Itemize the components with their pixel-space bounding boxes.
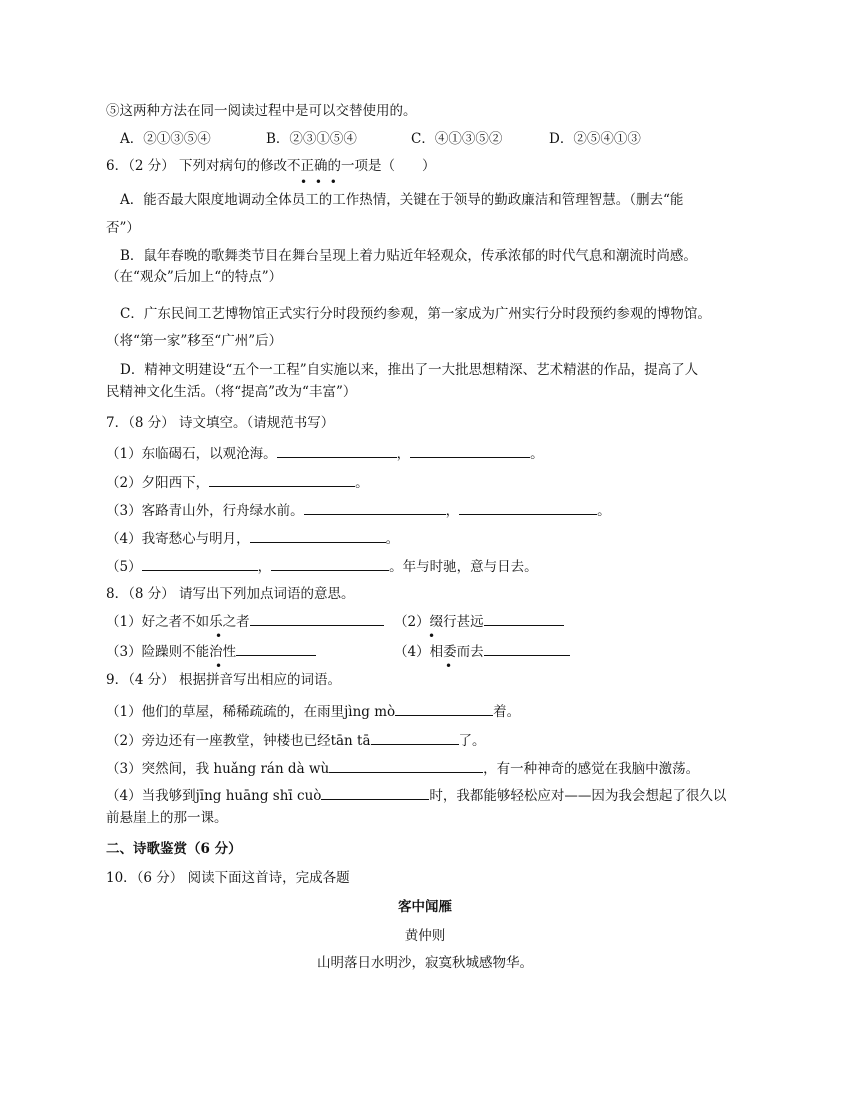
answer-blank[interactable] xyxy=(321,785,429,800)
answer-blank[interactable] xyxy=(271,556,389,571)
answer-blank[interactable] xyxy=(371,730,459,745)
answer-blank[interactable] xyxy=(209,472,355,487)
q9-line-2 xyxy=(106,730,486,750)
q7-stem: 7．（8 分） 诗文填空。（请规范书写） xyxy=(106,415,335,431)
q10-stem: 10．（6 分） 阅读下面这首诗，完成各题 xyxy=(106,870,350,886)
q9-line-3-text: （3）突然间，我 huǎng rán dà wù xyxy=(106,761,330,777)
q9-line-4-cont: 前悬崖上的那一课。 xyxy=(106,810,228,826)
q7-line-4-text: （4）我寄愁心与明月， xyxy=(106,531,250,547)
answer-blank[interactable] xyxy=(484,641,570,656)
q9-line-3-tail: ，有一种神奇的感觉在我脑中激荡。 xyxy=(483,761,700,777)
poem-author: 黄仲则 xyxy=(404,928,446,944)
q8-stem: 8．（8 分） 请写出下列加点词语的意思。 xyxy=(106,586,355,602)
q6-option-a-line2: 否”） xyxy=(106,220,140,236)
answer-blank[interactable] xyxy=(250,611,384,626)
emphasis-dot: • xyxy=(215,659,225,673)
q6-option-c-line1: C．广东民间工艺博物馆正式实行分时段预约参观，第一家成为广州实行分时段预约参观的博物馆。 xyxy=(120,306,711,322)
answer-blank[interactable] xyxy=(277,443,397,458)
emphasis-dot: • xyxy=(428,629,438,643)
q8-item-3-text: （3）险躁则不能治性 xyxy=(106,644,237,660)
q6-option-c-line2: （将“第一家”移至“广州”后） xyxy=(106,333,283,349)
q8-item-3 xyxy=(106,641,316,661)
q9-line-4-text: （4）当我够到jīng huāng shī cuò xyxy=(106,788,322,804)
q9-stem: 9．（4 分） 根据拼音写出相应的词语。 xyxy=(106,672,342,688)
answer-blank[interactable] xyxy=(250,528,386,543)
q7-line-2-text: （2）夕阳西下， xyxy=(106,475,210,491)
emphasis-dot: • xyxy=(445,659,455,673)
q8-item-1 xyxy=(106,611,384,631)
section-heading: 二、诗歌鉴赏（6 分） xyxy=(106,841,242,857)
q5-option-b: B．②③①⑤④ xyxy=(266,131,357,147)
emphasis-dots: • • • xyxy=(300,175,339,189)
q7-line-3 xyxy=(106,500,611,520)
answer-blank[interactable] xyxy=(484,611,564,626)
q8-item-1-text: （1）好之者不如乐之者 xyxy=(106,614,250,630)
q9-line-1-text: （1）他们的草屋，稀稀疏疏的，在雨里jìng mò xyxy=(106,704,396,720)
q6-option-d-line1: D．精神文明建设“五个一工程”自实施以来，推出了一大批思想精深、艺术精湛的作品，提高了人 xyxy=(120,362,699,378)
q5-item-5: ⑤这两种方法在同一阅读过程中是可以交替使用的。 xyxy=(106,103,417,119)
period: 。 xyxy=(597,503,611,519)
period: 。 xyxy=(530,446,544,462)
q5-option-c: C．④①③⑤② xyxy=(411,131,503,147)
q8-item-4 xyxy=(394,641,570,661)
comma: ， xyxy=(257,559,272,575)
q7-line-5 xyxy=(106,556,538,576)
answer-blank[interactable] xyxy=(304,500,446,515)
poem-title: 客中闻雁 xyxy=(398,899,452,915)
answer-blank[interactable] xyxy=(459,500,597,515)
emphasis-dot: • xyxy=(215,629,225,643)
q7-line-3-text: （3）客路青山外，行舟绿水前。 xyxy=(106,503,304,519)
q7-line-5-text: （5） xyxy=(106,559,142,575)
q7-line-4 xyxy=(106,528,399,548)
q9-line-4-tail: 时，我都能够轻松应对——因为我会想起了很久以 xyxy=(429,788,727,804)
q6-stem: 6．（2 分） 下列对病句的修改不正确的一项是（ ） xyxy=(106,158,436,174)
q9-line-2-tail: 了。 xyxy=(458,733,486,749)
q7-line-1 xyxy=(106,443,544,463)
q7-line-1-text: （1）东临碣石，以观沧海。 xyxy=(106,446,277,462)
q9-line-1-tail: 着。 xyxy=(493,704,521,720)
answer-blank[interactable] xyxy=(236,641,316,656)
q5-option-d: D．②⑤④①③ xyxy=(549,131,641,147)
q9-line-4 xyxy=(106,785,726,805)
answer-blank[interactable] xyxy=(395,701,493,716)
answer-blank[interactable] xyxy=(410,443,530,458)
period: 。 xyxy=(355,475,369,491)
q6-option-b-line1: B．鼠年春晚的歌舞类节目在舞台呈现上着力贴近年轻观众，传承浓郁的时代气息和潮流时尚感。 xyxy=(120,248,697,264)
q7-line-5-tail: 。年与时驰，意与日去。 xyxy=(389,559,538,575)
q9-line-2-text: （2）旁边还有一座教堂，钟楼也已经tān tā xyxy=(106,733,371,749)
comma: ， xyxy=(445,503,460,519)
q9-line-3 xyxy=(106,758,699,778)
q6-option-b-line2: （在“观众”后加上“的特点”） xyxy=(106,269,283,285)
q7-line-2 xyxy=(106,472,369,492)
q6-option-a-line1: A．能否最大限度地调动全体员工的工作热情，关键在于领导的勤政廉洁和管理智慧。（删去“能 xyxy=(120,192,684,208)
poem-line-1: 山明落日水明沙，寂寞秋城感物华。 xyxy=(317,955,533,971)
q5-option-a: A．②①③⑤④ xyxy=(120,131,211,147)
q9-line-1 xyxy=(106,701,520,721)
answer-blank[interactable] xyxy=(142,556,258,571)
answer-blank[interactable] xyxy=(329,758,483,773)
q6-option-d-line2: 民精神文化生活。（将“提高”改为“丰富”） xyxy=(106,384,357,400)
q8-item-4-text: （4）相委而去 xyxy=(394,644,484,660)
q8-item-2-text: （2）缀行甚远 xyxy=(394,614,484,630)
comma: ， xyxy=(396,446,411,462)
q8-item-2 xyxy=(394,611,564,631)
period: 。 xyxy=(385,531,400,547)
